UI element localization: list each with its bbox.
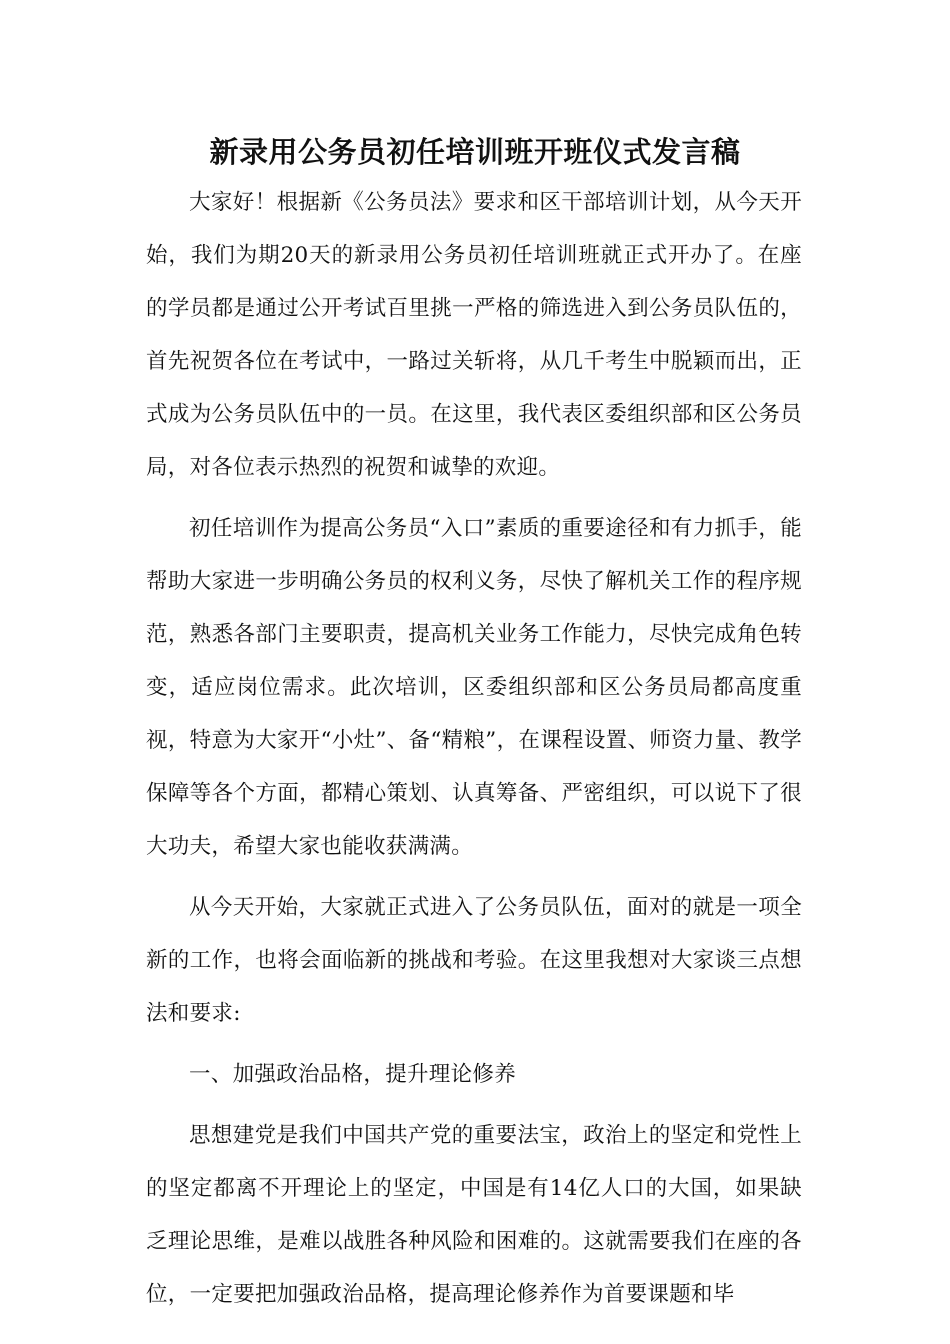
document-body	[146, 176, 802, 1329]
paragraph-requirements-intro: 从今天开始，大家就正式进入了公务员队伍，面对的就是一项全新的工作，也将会面临新的挑战和考验。在这里我想对大家谈三点想法和要求:	[146, 895, 802, 1026]
paragraph-training-purpose: 初任培训作为提高公务员“入口”素质的重要途径和有力抓手，能帮助大家进一步明确公务员的权利义务，尽快了解机关工作的程序规范，熟悉各部门主要职责，提高机关业务工作能力，尽快完成角色转变，适应岗位需求。此次培训，区委组织部和区公务员局都高度重视，特意为大家开“小灶”、备“精粮”，在课程设置、师资力量、教学保障等各个方面，都精心策划、认真筹备、严密组织，可以说下了很大功夫，希望大家也能收获满满。	[146, 516, 802, 859]
document-title: 新录用公务员初任培训班开班仪式发言稿	[209, 135, 741, 169]
paragraph-greeting: 大家好！根据新《公务员法》要求和区干部培训计划，从今天开始，我们为期20天的新录用公务员初任培训班就正式开办了。在座的学员都是通过公开考试百里挑一严格的筛选进入到公务员队伍的，首先祝贺各位在考试中，一路过关斩将，从几千考生中脱颖而出，正式成为公务员队伍中的一员。在这里，我代表区委组织部和区公务员局，对各位表示热烈的祝贺和诚挚的欢迎。	[146, 190, 802, 480]
section-heading-1: 一、加强政治品格，提升理论修养	[189, 1062, 517, 1087]
paragraph-political-character: 思想建党是我们中国共产党的重要法宝，政治上的坚定和党性上的坚定都离不开理论上的坚定，中国是有14亿人口的大国，如果缺乏理论思维，是难以战胜各种风险和困难的。这就需要我们在座的各位，一定要把加强政治品格，提高理论修养作为首要课题和毕	[146, 1123, 802, 1307]
